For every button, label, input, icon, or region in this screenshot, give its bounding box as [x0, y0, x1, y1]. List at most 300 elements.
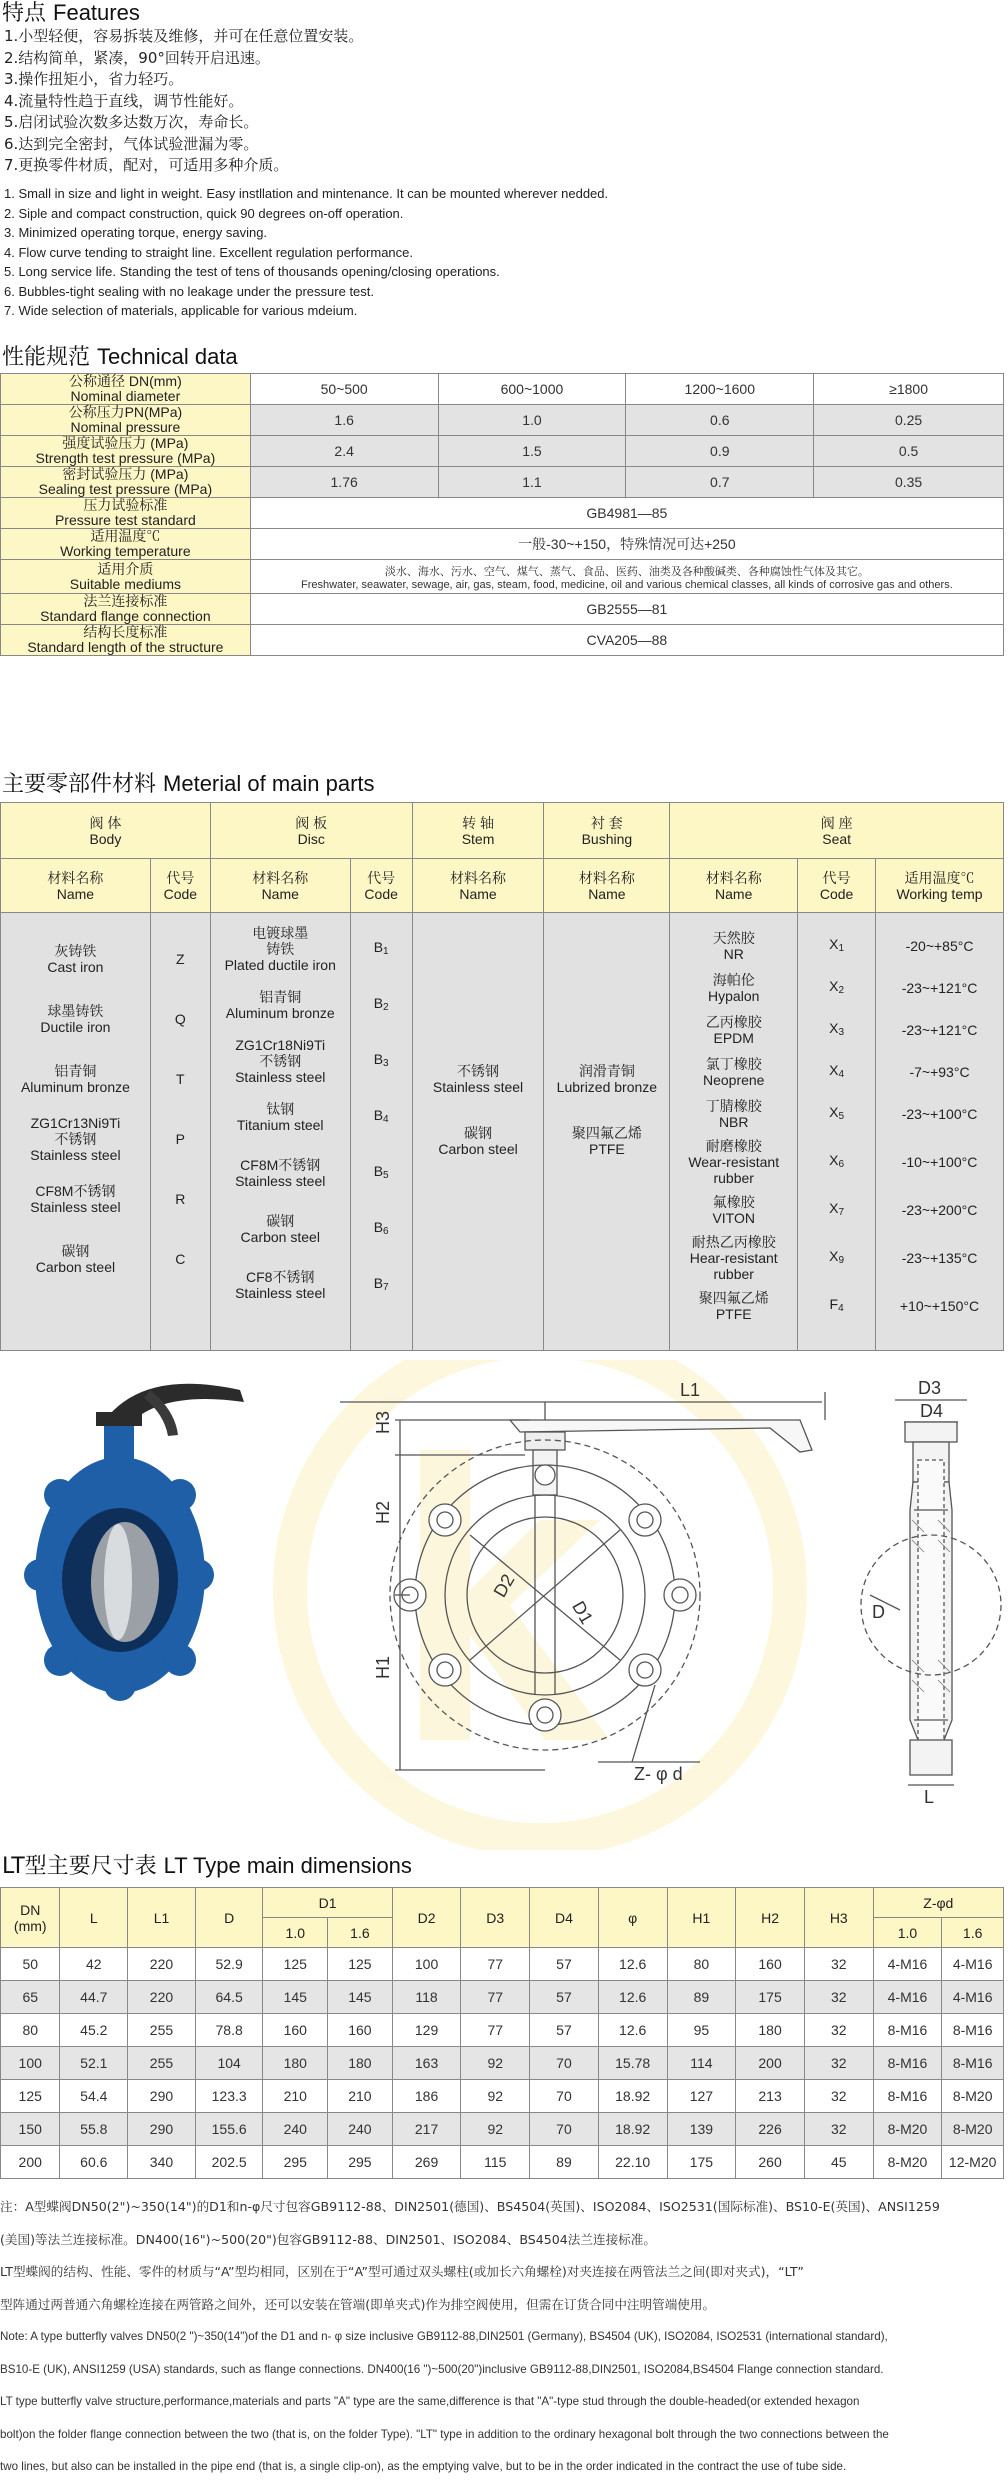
material-name-cn: 碳钢 [266, 1213, 295, 1229]
feature-cn-item: 5.启闭试验次数多达数万次，寿命长。 [4, 113, 259, 131]
note-en-line: bolt)on the folder flange connection between the two (that is, on the folder Type). "LT" type in addition to the ordinary hexagonal bolt through the two connections between the [0, 2427, 889, 2441]
material-entry [413, 1125, 544, 1187]
dims-cell: 22.10 [598, 2146, 667, 2179]
seat-temp: +10~+150°C [899, 1298, 980, 1314]
material-name-cn: 氯丁橡胶 [705, 1056, 762, 1072]
dims-cell: 70 [530, 2080, 599, 2113]
dims-header-D4: D4 [530, 1888, 599, 1948]
tech-value: 0.6 [626, 405, 814, 436]
code-subscript: 7 [383, 1281, 389, 1293]
dims-cell: 4-M16 [942, 1981, 1004, 2014]
tech-value: 1.6 [250, 405, 438, 436]
tech-value: 0.9 [626, 436, 814, 467]
dims-cell: 8-M16 [873, 2080, 942, 2113]
dims-cell: 44.7 [60, 1981, 128, 2014]
dims-cell: 127 [667, 2080, 736, 2113]
seat-material-names [670, 913, 798, 1351]
material-name-en: Carbon steel [240, 1229, 320, 1245]
material-entry [1, 1169, 150, 1229]
tech-row-label [1, 405, 251, 436]
material-name-en: VITON [712, 1210, 755, 1226]
dims-cell: 175 [667, 2146, 736, 2179]
dims-cell: 160 [328, 2014, 393, 2047]
dims-header-H2: H2 [736, 1888, 805, 1948]
table-row [1, 2080, 1004, 2113]
material-name-en: Stainless steel [30, 1147, 121, 1163]
material-code [798, 1135, 875, 1189]
seat-temp: -23~+121°C [901, 1022, 978, 1038]
tech-row-label [1, 625, 251, 656]
material-code [351, 921, 412, 977]
material-name-cn: 铝青铜 [54, 1063, 97, 1079]
dims-cell: 95 [667, 2014, 736, 2047]
table-row [1, 1981, 1004, 2014]
code-subscript: 4 [838, 1302, 844, 1314]
table-row [1, 2146, 1004, 2179]
material-code [151, 1049, 210, 1109]
material-name-en: Hypalon [708, 988, 760, 1004]
dims-cell: 70 [530, 2113, 599, 2146]
code-letter: X [829, 1151, 839, 1168]
dims-cell: 295 [263, 2146, 328, 2179]
note-cn-line: 型阵通过两普通六角螺栓连接在两管路之间外，还可以安装在管端(即单夹式)作为排空阀使用，但需在订货合同中注明管端使用。 [0, 2296, 716, 2312]
tech-label-en: Strength test pressure (MPa) [35, 450, 216, 466]
dims-cell: 8-M16 [942, 2014, 1004, 2047]
material-code [151, 989, 210, 1049]
dims-cell: 180 [328, 2047, 393, 2080]
feature-en-item: 5. Long service life. Standing the test of tens of thousands opening/closing operations. [4, 264, 500, 279]
tech-label-en: Standard flange connection [40, 608, 211, 624]
material-entry [211, 1033, 350, 1089]
material-name-en: EPDM [713, 1030, 754, 1046]
feature-en-item: 2. Siple and compact construction, quick 90 degrees on-off operation. [4, 205, 404, 221]
material-entry [211, 1089, 350, 1145]
sub-header-code: 代号 Code [150, 859, 210, 913]
dims-cell: 213 [736, 2080, 805, 2113]
seat-temp: -20~+85°C [905, 938, 974, 954]
material-name-en: NR [723, 946, 744, 962]
material-entry [1, 929, 150, 989]
tech-value: 0.7 [626, 467, 814, 498]
tech-row-label [1, 529, 251, 560]
dims-cell: 139 [667, 2113, 736, 2146]
material-entry [211, 1201, 350, 1257]
tech-span-cn: 淡水、海水、污水、空气、煤气、蒸气、食品、医药、油类及各种酸碱类、各种腐蚀性气体及其它。 [384, 565, 869, 578]
dims-cell: 60.6 [60, 2146, 128, 2179]
material-name-en: Stainless steel [30, 1199, 121, 1215]
dims-cell: 52.9 [195, 1948, 263, 1981]
label-D4: D4 [920, 1401, 944, 1421]
tech-value: 50~500 [250, 374, 438, 405]
dims-header-dn: DN (mm) [1, 1888, 60, 1948]
feature-en-item: 1. Small in size and light in weight. Easy instllation and mintenance. It can be mounted wherever nedded. [4, 186, 609, 201]
material-name-cn: ZG1Cr13Ni9Ti [30, 1115, 121, 1131]
dims-cell: 175 [736, 1981, 805, 2014]
code-subscript: 4 [383, 1113, 389, 1125]
valve-photo [24, 1384, 244, 1701]
code-letter: X [829, 1247, 839, 1264]
code-subscript: 1 [838, 942, 845, 954]
code-letter: R [175, 1191, 186, 1207]
dims-cell: 260 [736, 2146, 805, 2179]
material-entry [211, 1145, 350, 1201]
dims-cell: 32 [804, 2080, 873, 2113]
code-subscript: 1 [383, 945, 389, 957]
dims-header-H1: H1 [667, 1888, 736, 1948]
material-name-en: Hear-resistant [689, 1250, 778, 1266]
feature-cn-item: 3.操作扭矩小，省力轻巧。 [4, 70, 184, 88]
note-cn-line: LT型蝶阀的结构、性能、零件的材质与“A”型均相同，区别在于“A”型可通过双头螺柱(或加长六角螺栓)对夹连接在两管法兰之间(即对夹式)，“LT” [0, 2264, 804, 2279]
dims-cell: 77 [461, 2014, 530, 2047]
material-name-cn: 灰铸铁 [54, 943, 97, 959]
feature-cn-item: 1.小型轻便，容易拆装及维修，并可在任意位置安装。 [4, 27, 364, 45]
tech-label-cn: 公称压力PN(MPa) [68, 404, 183, 420]
material-name-cn2: 不锈钢 [259, 1053, 302, 1069]
dims-cell: 290 [128, 2113, 196, 2146]
dims-cell: 160 [263, 2014, 328, 2047]
material-entry [670, 1093, 797, 1135]
tech-label-en: Standard length of the structure [27, 639, 224, 655]
tech-span-value: GB2555—81 [250, 594, 1003, 625]
dims-header-z: Z-φd [873, 1888, 1003, 1918]
code-subscript: 6 [838, 1158, 845, 1170]
material-name-en: Neoprene [702, 1072, 765, 1088]
material-entry [670, 925, 797, 967]
dims-cell: 77 [461, 1948, 530, 1981]
material-name-cn: 润滑青铜 [578, 1063, 635, 1079]
dims-cell: 125 [1, 2080, 60, 2113]
material-name-en: Stainless steel [432, 1079, 524, 1095]
dims-cell: 45 [804, 2146, 873, 2179]
sub-header-name: 材料名称 Name [210, 859, 350, 913]
sub-header-name: 材料名称 Name [670, 859, 798, 913]
material-name-cn: 钛钢 [266, 1101, 295, 1117]
label-L: L [924, 1787, 935, 1807]
dims-cell: 200 [1, 2146, 60, 2179]
dims-cell: 12-M20 [942, 2146, 1004, 2179]
notes-cn [0, 2191, 1008, 2321]
material-entry [544, 1063, 669, 1125]
code-letter: B [373, 1274, 384, 1291]
material-name-cn: 不锈钢 [457, 1063, 500, 1079]
dims-cell: 125 [328, 1948, 393, 1981]
seat-temp: -7~+93°C [909, 1064, 970, 1080]
tech-value: 1.0 [438, 405, 626, 436]
seat-material-codes [798, 913, 876, 1351]
material-name-cn: CF8M不锈钢 [35, 1183, 116, 1199]
material-name-en: Carbon steel [35, 1259, 116, 1275]
material-entry [1, 1049, 150, 1109]
material-name-cn: 聚四氟乙烯 [698, 1290, 769, 1306]
code-letter: C [175, 1251, 186, 1267]
material-name-en: PTFE [715, 1306, 752, 1322]
dims-header-L: L [60, 1888, 128, 1948]
tech-label-cn: 公称通径 DN(mm) [68, 373, 182, 389]
dims-cell: 8-M20 [942, 2113, 1004, 2146]
dims-cell: 226 [736, 2113, 805, 2146]
technical-data-table [0, 373, 1004, 656]
tech-title: 性能规范 Technical data [2, 344, 238, 370]
material-code [351, 1089, 412, 1145]
features-en-list [4, 184, 608, 321]
tech-row-label [1, 498, 251, 529]
dims-cell: 160 [736, 1948, 805, 1981]
tech-label-en: Sealing test pressure (MPa) [38, 481, 213, 497]
tech-value: 600~1000 [438, 374, 626, 405]
tech-row [1, 436, 1004, 467]
material-entry [211, 1257, 350, 1313]
tech-label-cn: 强度试验压力 (MPa) [62, 435, 189, 451]
tech-value: 1.5 [438, 436, 626, 467]
main-parts-material-table [0, 802, 1004, 1351]
material-name-cn: 球墨铸铁 [47, 1003, 104, 1019]
sub-header-name: 材料名称 Name [412, 859, 544, 913]
dims-cell: 8-M16 [873, 2047, 942, 2080]
tech-value: ≥1800 [814, 374, 1004, 405]
dims-cell: 220 [128, 1948, 196, 1981]
material-entry [670, 1189, 797, 1231]
tech-label-en: Working temperature [60, 543, 191, 559]
dims-cell: 8-M20 [942, 2080, 1004, 2113]
code-letter: X [829, 1199, 839, 1216]
dims-cell: 240 [263, 2113, 328, 2146]
dims-cell: 12.6 [598, 2014, 667, 2047]
dims-cell: 18.92 [598, 2113, 667, 2146]
material-code [798, 1093, 875, 1135]
dims-header-L1: L1 [128, 1888, 196, 1948]
dims-cell: 200 [736, 2047, 805, 2080]
tech-row-label [1, 467, 251, 498]
code-letter: T [176, 1071, 185, 1087]
dims-header-D1-b: 1.6 [328, 1918, 393, 1948]
dims-cell: 8-M16 [873, 2014, 942, 2047]
material-name-cn: CF8M不锈钢 [240, 1157, 321, 1173]
features-cn-list [4, 26, 363, 177]
tech-row [1, 625, 1004, 656]
dims-cell: 4-M16 [873, 1981, 942, 2014]
dims-cell: 80 [1, 2014, 60, 2047]
material-code [351, 1145, 412, 1201]
dims-cell: 4-M16 [942, 1948, 1004, 1981]
code-subscript: 5 [383, 1169, 389, 1181]
label-H1: H1 [373, 1655, 393, 1679]
tech-row [1, 560, 1004, 594]
material-name-cn: 聚四氟乙烯 [571, 1125, 642, 1141]
dims-cell: 255 [128, 2047, 196, 2080]
note-cn-line: (美国)等法兰连接标准。DN400(16")~500(20")包容GB9112-88、DIN2501、ISO2084、BS4504法兰连接标准。 [0, 2231, 656, 2247]
material-code [151, 1229, 210, 1289]
material-entry [670, 1135, 797, 1189]
code-subscript: 5 [838, 1110, 845, 1122]
dims-cell: 210 [263, 2080, 328, 2113]
dims-cell: 340 [128, 2146, 196, 2179]
dims-cell: 50 [1, 1948, 60, 1981]
dims-cell: 18.92 [598, 2080, 667, 2113]
tech-label-en: Nominal diameter [70, 388, 181, 404]
tech-value: 1.1 [438, 467, 626, 498]
material-name-en: NBR [718, 1114, 749, 1130]
dims-cell: 123.3 [195, 2080, 263, 2113]
dims-cell: 129 [392, 2014, 461, 2047]
code-subscript: 6 [383, 1225, 389, 1237]
tech-span-en: Freshwater, seawater, sewage, air, gas, steam, food, medicine, oil and various chemical classes, all kinds of corrosive gas and others. [300, 578, 953, 591]
note-en-line: Note: A type butterfly valves DN50(2 ")~350(14")of the D1 and n- φ size inclusive GB9112-88,DIN2501 (Germany), BS4504 (UK), ISO2084, ISO2531 (international standard), [0, 2330, 888, 2343]
code-letter: B [373, 1218, 384, 1235]
disc-material-names [210, 913, 350, 1351]
material-name-cn: 碳钢 [61, 1243, 90, 1259]
dims-cell: 150 [1, 2113, 60, 2146]
dims-cell: 80 [667, 1948, 736, 1981]
dims-cell: 290 [128, 2080, 196, 2113]
dims-cell: 15.78 [598, 2047, 667, 2080]
product-drawing [0, 1360, 1008, 1850]
tech-label-cn: 压力试验标准 [83, 497, 168, 513]
tech-row [1, 529, 1004, 560]
body-material-names [1, 913, 151, 1351]
notes-en [0, 2321, 1008, 2482]
dims-cell: 118 [392, 1981, 461, 2014]
material-code [351, 1257, 412, 1313]
dims-header-H3: H3 [804, 1888, 873, 1948]
dims-cell: 78.8 [195, 2014, 263, 2047]
code-letter: Q [174, 1011, 186, 1027]
material-name-cn: 铝青铜 [259, 989, 302, 1005]
material-name-cn: ZG1Cr18Ni9Ti [235, 1037, 326, 1053]
tech-value: 1200~1600 [626, 374, 814, 405]
body-material-codes [150, 913, 210, 1351]
material-entry [670, 1051, 797, 1093]
dims-cell: 104 [195, 2047, 263, 2080]
tech-label-cn: 结构长度标准 [83, 624, 168, 640]
label-L1: L1 [680, 1380, 701, 1400]
material-name-cn2: 铸铁 [266, 941, 295, 957]
label-H3: H3 [373, 1410, 393, 1434]
dims-cell: 89 [667, 1981, 736, 2014]
code-letter: B [373, 938, 384, 955]
code-letter: Z [176, 951, 185, 967]
dims-cell: 8-M20 [873, 2146, 942, 2179]
dims-cell: 64.5 [195, 1981, 263, 2014]
note-cn-line: 注：A型蝶阀DN50(2")~350(14")的D1和n-φ尺寸包容GB9112-88、DIN2501(德国)、BS4504(英国)、ISO2084、ISO2531(国际标准)、BS10-E(英国)、ANSI1259 [0, 2199, 940, 2214]
material-entry [1, 1229, 150, 1289]
lt-dimensions-table [0, 1887, 1004, 2179]
material-name-en: Aluminum bronze [225, 1005, 335, 1021]
material-code [798, 1009, 875, 1051]
label-H2: H2 [373, 1500, 393, 1524]
code-letter: B [373, 1106, 384, 1123]
dims-cell: 54.4 [60, 2080, 128, 2113]
sub-header-code: 代号 Code [350, 859, 412, 913]
code-letter: B [373, 1050, 384, 1067]
material-name-cn: 乙丙橡胶 [705, 1014, 762, 1030]
feature-en-item: 4. Flow curve tending to straight line. Excellent regulation performance. [4, 244, 413, 260]
code-letter: X [829, 935, 839, 952]
code-subscript: 2 [383, 1001, 389, 1013]
material-name-en: Wear-resistant [688, 1154, 780, 1170]
material-code [798, 967, 875, 1009]
group-body: 阀 体 Body [1, 803, 211, 859]
tech-span-value: GB4981—85 [250, 498, 1003, 529]
material-name-cn: 碳钢 [464, 1125, 493, 1141]
code-letter: B [373, 1162, 384, 1179]
material-code [798, 1231, 875, 1285]
code-subscript: 4 [838, 1068, 845, 1080]
feature-en-item: 7. Wide selection of materials, applicable for various mdeium. [4, 303, 358, 318]
dims-cell: 114 [667, 2047, 736, 2080]
tech-span-value: 一般-30~+150，特殊情况可达+250 [250, 529, 1003, 560]
label-zphid: Z- φ d [634, 1764, 683, 1784]
material-entry [670, 1009, 797, 1051]
code-letter: P [175, 1131, 185, 1147]
material-name-en: Aluminum bronze [20, 1079, 130, 1095]
table-row [1, 1948, 1004, 1981]
material-name-cn2: 不锈钢 [54, 1131, 97, 1147]
code-letter: X [829, 1061, 839, 1078]
material-name-cn: 海帕伦 [712, 972, 755, 988]
tech-row [1, 498, 1004, 529]
label-D1: D1 [568, 1597, 598, 1628]
dims-cell: 145 [328, 1981, 393, 2014]
seat-temp: -23~+100°C [901, 1106, 978, 1122]
code-letter: X [829, 977, 839, 994]
material-code [798, 1051, 875, 1093]
material-entry [211, 921, 350, 977]
tech-label-en: Pressure test standard [54, 512, 196, 528]
note-en-line: BS10-E (UK), ANSI1259 (USA) standards, such as flange connections. DN400(16 ")~500(20")inclusive GB9112-88,DIN2501, ISO2084,BS4504 Flange connection standard. [0, 2362, 884, 2376]
dims-cell: 57 [530, 2014, 599, 2047]
material-name-en: Ductile iron [40, 1019, 111, 1035]
material-name-cn: CF8不锈钢 [246, 1269, 315, 1285]
seat-temp: -10~+100°C [901, 1154, 978, 1170]
feature-cn-item: 6.达到完全密封，气体试验泄漏为零。 [4, 134, 259, 153]
tech-row [1, 374, 1004, 405]
feature-cn-item: 7.更换零件材质，配对，可适用多种介质。 [4, 156, 289, 174]
bushing-material-names [544, 913, 670, 1351]
code-letter: X [829, 1019, 839, 1036]
dims-header-z-a: 1.0 [873, 1918, 942, 1948]
dims-cell: 145 [263, 1981, 328, 2014]
dims-cell: 115 [461, 2146, 530, 2179]
dims-cell: 269 [392, 2146, 461, 2179]
material-name-cn: 电镀球墨 [252, 925, 309, 941]
dims-cell: 92 [461, 2080, 530, 2113]
dims-cell: 92 [461, 2047, 530, 2080]
tech-label-cn: 适用温度℃ [90, 528, 161, 544]
tech-label-en: Nominal pressure [70, 419, 181, 435]
dims-header-D2: D2 [392, 1888, 461, 1948]
seat-working-temps [876, 913, 1004, 1351]
seat-temp: -23~+200°C [901, 1202, 978, 1218]
dims-cell: 8-M20 [873, 2113, 942, 2146]
group-seat: 阀 座 Seat [670, 803, 1004, 859]
sub-header-name: 材料名称 Name [1, 859, 151, 913]
material-entry [670, 967, 797, 1009]
dims-cell: 89 [530, 2146, 599, 2179]
material-name-en: Titanium steel [236, 1117, 324, 1133]
material-code [151, 1109, 210, 1169]
material-code [151, 929, 210, 989]
material-name-en2: rubber [713, 1170, 754, 1186]
material-code [351, 1033, 412, 1089]
tech-span-value [250, 560, 1003, 594]
dims-cell: 240 [328, 2113, 393, 2146]
feature-cn-item: 2.结构简单，紧凑，90°回转开启迅速。 [4, 48, 270, 67]
disc-material-codes [350, 913, 412, 1351]
dims-cell: 32 [804, 2047, 873, 2080]
label-D2: D2 [489, 1570, 519, 1601]
group-disc: 阀 板 Disc [210, 803, 412, 859]
dims-cell: 100 [392, 1948, 461, 1981]
